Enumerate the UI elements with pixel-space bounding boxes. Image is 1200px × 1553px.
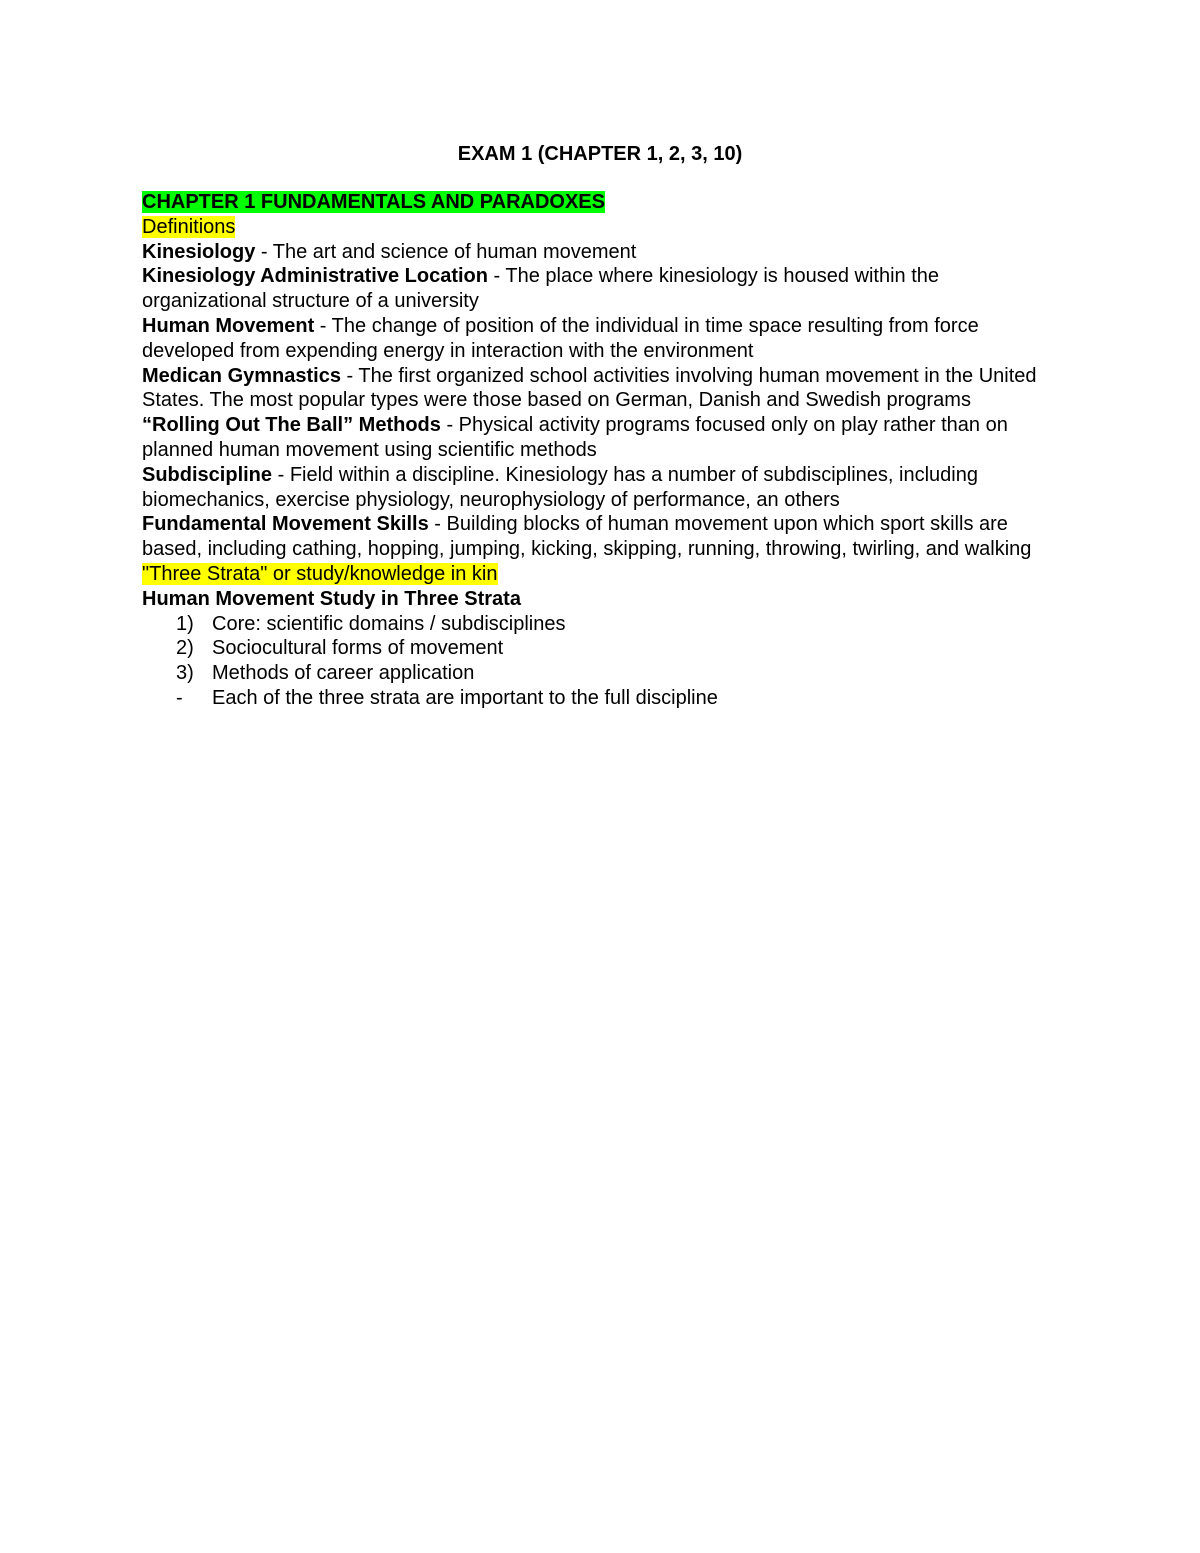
list-item-text: Sociocultural forms of movement [212, 637, 504, 660]
list-item [142, 661, 1062, 686]
definition-term: Kinesiology Administrative Location [142, 265, 488, 288]
definition-text: Field within a discipline. Kinesiology has a number of subdisciplines, including biomechanics, exercise physiology, neurophysiology of performance, an others [142, 463, 978, 511]
definition-separator: - [487, 265, 506, 288]
strata-heading-line [142, 562, 1062, 587]
list-item [142, 686, 1062, 711]
definition-text: The change of position of the individual in time space resulting from force developed from expending energy in interaction with the environment [142, 314, 979, 362]
definition-entry [142, 264, 1062, 314]
list-item-text: Methods of career application [212, 662, 475, 685]
chapter-heading-line [142, 190, 1062, 215]
definition-term: “Rolling Out The Ball” Methods [142, 414, 441, 437]
definition-separator: - [272, 463, 290, 486]
definition-entry [142, 364, 1062, 414]
list-item [142, 636, 1062, 661]
definition-text: The place where kinesiology is housed within the organizational structure of a university [142, 265, 939, 313]
definition-term: Subdiscipline [142, 463, 273, 486]
definition-separator: - [440, 414, 459, 437]
list-marker: 2) [176, 637, 194, 660]
strata-list [142, 612, 1062, 711]
definitions-heading: Definitions [142, 215, 236, 238]
definition-entry [142, 314, 1062, 364]
list-item-text: Each of the three strata are important to the full discipline [212, 686, 718, 709]
list-marker: - [176, 686, 183, 709]
strata-subheading: Human Movement Study in Three Strata [142, 587, 521, 610]
definition-term: Medican Gymnastics [142, 364, 341, 387]
definition-text: The first organized school activities involving human movement in the United States. The most popular types were those based on German, Danish and Swedish programs [142, 364, 1037, 412]
definition-text: The art and science of human movement [272, 240, 637, 263]
definition-separator: - [255, 240, 273, 263]
chapter-heading: CHAPTER 1 FUNDAMENTALS AND PARADOXES [142, 191, 605, 213]
definition-entry [142, 413, 1062, 463]
list-marker: 1) [176, 612, 194, 635]
list-marker: 3) [176, 662, 194, 685]
list-item-text: Core: scientific domains / subdisciplines [212, 612, 566, 635]
definition-separator: - [314, 314, 332, 337]
definition-term: Human Movement [142, 314, 315, 337]
definition-text: Building blocks of human movement upon which sport skills are based, including cathing, hopping, jumping, kicking, skipping, running, throwing, twirling, and walking [142, 513, 1032, 561]
definition-entry [142, 512, 1062, 562]
strata-heading: "Three Strata" or study/knowledge in kin [142, 562, 498, 585]
list-item [142, 612, 1062, 637]
definition-separator: - [428, 513, 447, 536]
definition-term: Kinesiology [142, 240, 256, 263]
definition-entry [142, 463, 1062, 513]
definitions-heading-line [142, 215, 1062, 240]
document-title: EXAM 1 (CHAPTER 1, 2, 3, 10) [457, 143, 743, 165]
definition-entry [142, 240, 1062, 265]
document-body [142, 190, 1062, 711]
definition-term: Fundamental Movement Skills [142, 513, 429, 536]
definition-separator: - [340, 364, 359, 387]
definition-text: Physical activity programs focused only on play rather than on planned human movement using scientific methods [142, 414, 1008, 461]
